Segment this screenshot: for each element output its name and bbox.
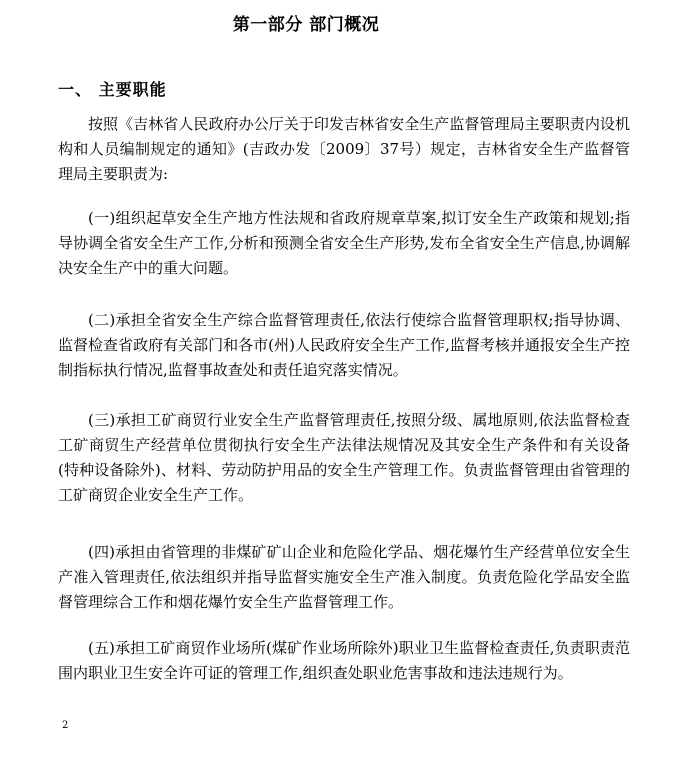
paragraph-duty-4: (四)承担由省管理的非煤矿矿山企业和危险化学品、烟花爆竹生产经营单位安全生产准入管理责任,依法组织并指导监督实施安全生产准入制度。负责危险化学品安全监督管理综合工作和烟花爆竹安全生产监督管理工作。 (58, 543, 630, 611)
paragraph-duty-2: (二)承担全省安全生产综合监督管理责任,依法行使综合监督管理职权;指导协调、监督检查省政府有关部门和各市(州)人民政府安全生产工作,监督考核并通报安全生产控制指标执行情况,监督事故查处和责任追究落实情况。 (58, 311, 630, 379)
section-heading: 一、 主要职能 (58, 80, 167, 99)
paragraph-duty-5: (五)承担工矿商贸作业场所(煤矿作业场所除外)职业卫生监督检查责任,负责职责范围内职业卫生安全许可证的管理工作,组织查处职业危害事故和违法违规行为。 (58, 639, 630, 682)
page-number: 2 (62, 720, 69, 731)
paragraph-duty-3: (三)承担工矿商贸行业安全生产监督管理责任,按照分级、属地原则,依法监督检查工矿商贸生产经营单位贯彻执行安全生产法律法规情况及其安全生产条件和有关设备(特种设备除外)、材料、劳动防护用品的安全生产管理工作。负责监督管理由省管理的工矿商贸企业安全生产工作。 (58, 411, 630, 504)
paragraph-intro: 按照《吉林省人民政府办公厅关于印发吉林省安全生产监督管理局主要职责内设机构和人员编制规定的通知》(吉政办发〔2009〕37号）规定，吉林省安全生产监督管理局主要职责为: (58, 115, 630, 183)
paragraph-duty-1: (一)组织起草安全生产地方性法规和省政府规章草案,拟订安全生产政策和规划;指导协调全省安全生产工作,分析和预测全省安全生产形势,发布全省安全生产信息,协调解决安全生产中的重大问题。 (58, 209, 630, 277)
page-title: 第一部分 部门概况 (232, 15, 380, 35)
